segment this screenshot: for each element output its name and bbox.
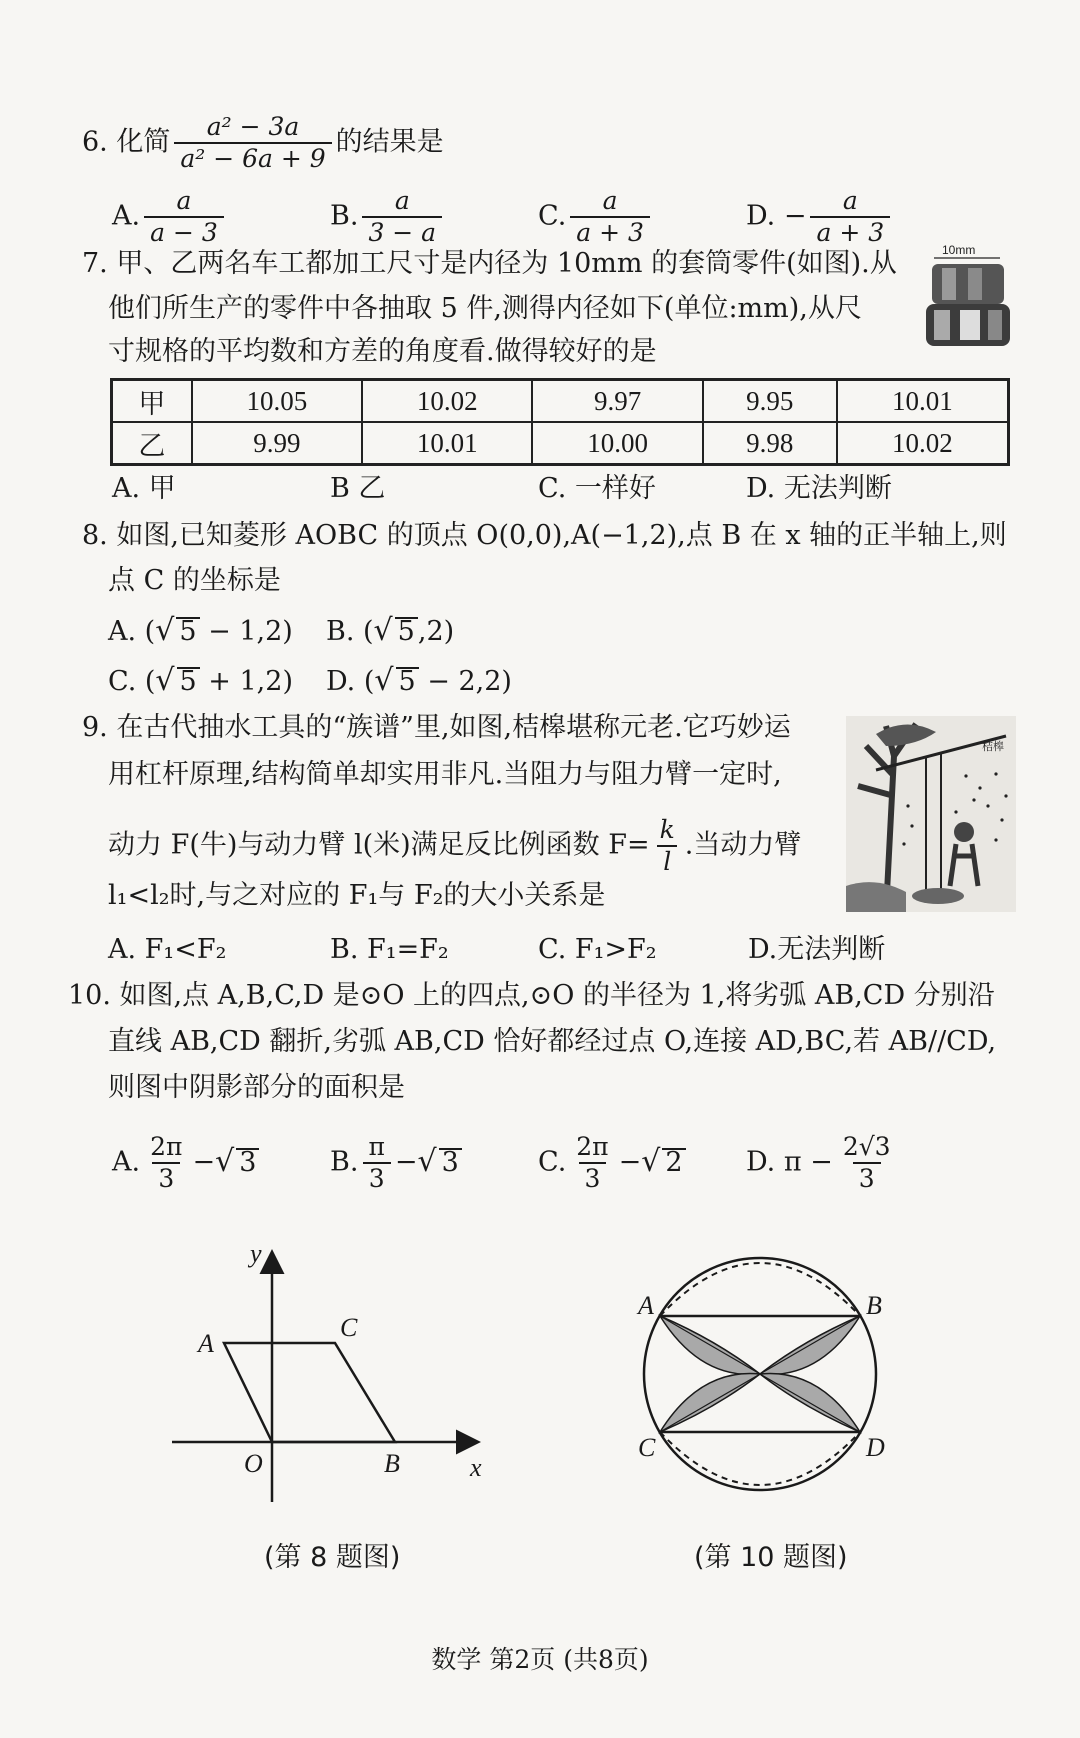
q6-suffix: 的结果是 bbox=[335, 126, 444, 158]
shadoof-illustration bbox=[846, 716, 1016, 912]
label-c: C bbox=[638, 1433, 656, 1462]
q6-stem bbox=[82, 112, 444, 174]
q7-option-d: D. 无法判断 bbox=[746, 473, 892, 504]
q7-option-b: B 乙 bbox=[330, 473, 386, 504]
figure-10-caption: (第 10 题图) bbox=[694, 1542, 848, 1573]
page-footer: 数学 第2页 (共8页) bbox=[431, 1645, 649, 1674]
q6-option-a: A. $\frac{a}{a - 3}$ bbox=[112, 186, 228, 248]
label-b: B bbox=[866, 1291, 882, 1320]
label-b: B bbox=[384, 1449, 400, 1478]
q10-line-2: 直线 AB,CD 翻折,劣弧 AB,CD 恰好都经过点 O,连接 AD,BC,若 AB//CD, bbox=[108, 1026, 997, 1057]
q7-line-2: 他们所生产的零件中各抽取 5 件,测得内径如下(单位:mm),从尺 bbox=[108, 293, 862, 324]
q7-table bbox=[110, 378, 1010, 466]
q6-option-d: D. − $\frac{a}{a + 3}$ bbox=[746, 186, 894, 248]
q8-option-c: C. (√ 5 + 1,2) bbox=[108, 663, 293, 698]
rhombus-aobc bbox=[224, 1343, 395, 1442]
label-y: y bbox=[250, 1240, 262, 1268]
table-row: 甲 10.05 10.02 9.97 9.95 10.01 bbox=[112, 380, 1009, 423]
q6-option-c: C. $\frac{a}{a + 3}$ bbox=[538, 186, 654, 248]
label-o: O bbox=[244, 1449, 263, 1478]
shadoof-label: 桔槔 bbox=[982, 740, 1004, 753]
q7-line-3: 寸规格的平均数和方差的角度看.做得较好的是 bbox=[108, 336, 657, 367]
q8-option-b: B. (√ 5 ,2) bbox=[326, 613, 455, 648]
q9-option-a: A. F₁<F₂ bbox=[108, 934, 227, 965]
q6-denominator: a² − 6a + 9 bbox=[174, 142, 331, 174]
q6-option-b: B. $\frac{a}{3 - a}$ bbox=[330, 186, 446, 248]
label-d: D bbox=[866, 1433, 885, 1462]
socket-label: 10mm bbox=[942, 243, 976, 257]
q6-prefix: 6. 化简 bbox=[82, 126, 171, 158]
q8-line-2: 点 C 的坐标是 bbox=[108, 565, 281, 596]
q9-line-4: l₁<l₂时,与之对应的 F₁与 F₂的大小关系是 bbox=[108, 880, 606, 911]
dashed-arc-top bbox=[660, 1263, 860, 1316]
q6-numerator: a² − 3a bbox=[206, 112, 300, 141]
label-a: A bbox=[198, 1329, 214, 1358]
dashed-arc-bottom bbox=[660, 1432, 860, 1485]
q10-option-a: A. $\frac{2\pi}{3}$ −√ 3 bbox=[112, 1132, 259, 1194]
label-x: x bbox=[470, 1453, 482, 1482]
label-c: C bbox=[340, 1313, 358, 1342]
label-a: A bbox=[638, 1291, 654, 1320]
figure-10-circle bbox=[620, 1220, 900, 1520]
table-row: 乙 9.99 10.01 10.00 9.98 10.02 bbox=[112, 422, 1009, 465]
socket-figure bbox=[912, 240, 1022, 360]
q8-option-d: D. (√ 5 − 2,2) bbox=[326, 663, 512, 698]
q9-line-1: 9. 在古代抽水工具的“族谱”里,如图,桔槔堪称元老.它巧妙运 bbox=[82, 712, 791, 743]
q9-option-b: B. F₁=F₂ bbox=[330, 934, 449, 965]
figure-8-rhombus bbox=[160, 1240, 500, 1530]
q9-option-c: C. F₁>F₂ bbox=[538, 934, 657, 965]
q7-line-1: 7. 甲、乙两名车工都加工尺寸是内径为 10mm 的套筒零件(如图).从 bbox=[82, 248, 897, 279]
q8-option-a: A. (√ 5 − 1,2) bbox=[108, 613, 293, 648]
figure-8-caption: (第 8 题图) bbox=[264, 1542, 401, 1573]
q10-option-b: B. $\frac{\pi}{3}$ −√ 3 bbox=[330, 1132, 462, 1194]
q9-line-3: 动力 F(牛)与动力臂 l(米)满足反比例函数 F= $\frac{k}{l}$ .当动力臂 bbox=[108, 815, 802, 876]
q10-line-3: 则图中阴影部分的面积是 bbox=[108, 1072, 405, 1103]
q10-line-1: 10. 如图,点 A,B,C,D 是⊙O 上的四点,⊙O 的半径为 1,将劣弧 AB,CD 分别沿 bbox=[68, 980, 995, 1011]
q10-option-c: C. $\frac{2\pi}{3}$ −√ 2 bbox=[538, 1132, 686, 1194]
q10-option-d: D. π − $\frac{2√3}{3}$ bbox=[746, 1132, 891, 1193]
q9-line-2: 用杠杆原理,结构简单却实用非凡.当阻力与阻力臂一定时, bbox=[108, 759, 782, 790]
q9-option-d: D.无法判断 bbox=[748, 934, 886, 965]
q8-line-1: 8. 如图,已知菱形 AOBC 的顶点 O(0,0),A(−1,2),点 B 在 x 轴的正半轴上,则 bbox=[82, 520, 1007, 551]
q7-option-c: C. 一样好 bbox=[538, 473, 656, 504]
q7-option-a: A. 甲 bbox=[112, 473, 176, 504]
